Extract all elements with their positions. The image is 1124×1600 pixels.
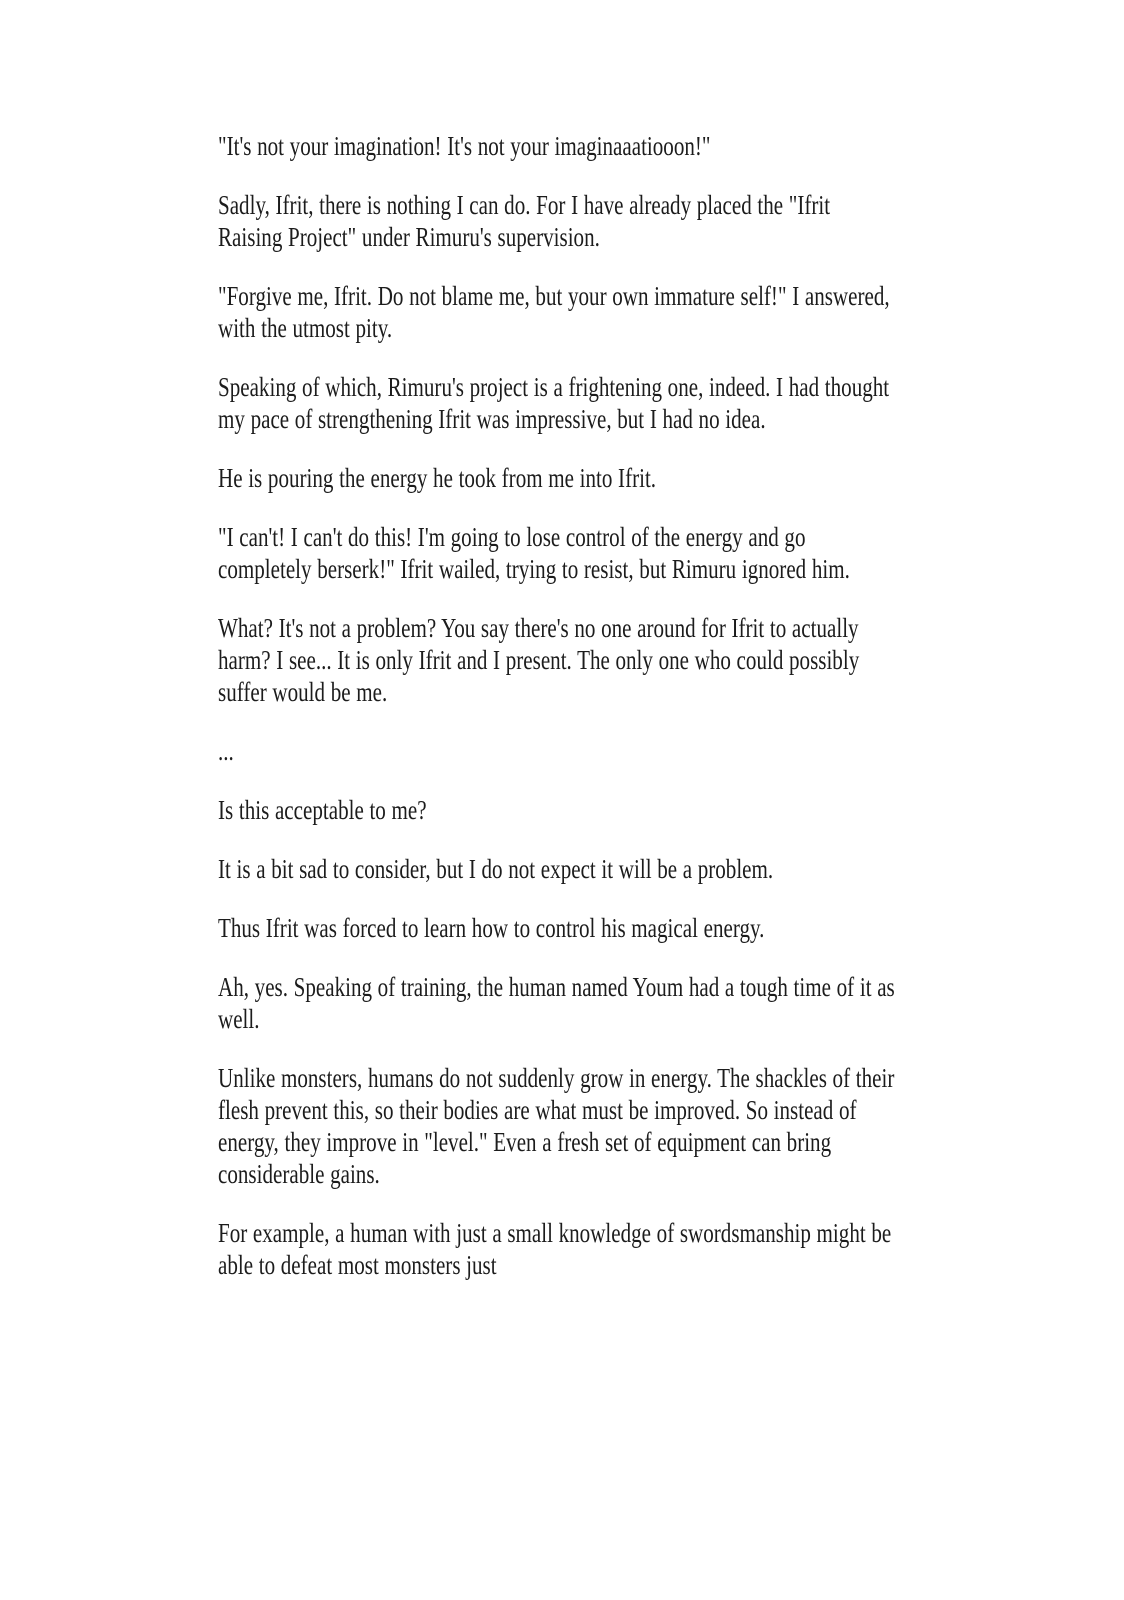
paragraph-9: Is this acceptable to me? (218, 795, 427, 825)
paragraph-ellipsis: ... (218, 736, 234, 766)
paragraph-13: Unlike monsters, humans do not suddenly grow in energy. The shackles of their flesh prevent this, so their bodies are what must be improved. So instead of energy, they improve in "level." Even a fresh set of equipment can bring considerable gains. (218, 1063, 895, 1189)
paragraph-3: "Forgive me, Ifrit. Do not blame me, but your own immature self!" I answered, with the utmost pity. (218, 281, 890, 343)
paragraph-12: Ah, yes. Speaking of training, the human named Youm had a tough time of it as well. (218, 972, 895, 1034)
paragraph-1: "It's not your imagination! It's not your imaginaaatiooon!" (218, 131, 711, 161)
paragraph-4: Speaking of which, Rimuru's project is a frightening one, indeed. I had thought my pace of strengthening Ifrit was impressive, but I had no idea. (218, 372, 890, 434)
paragraph-7: What? It's not a problem? You say there's no one around for Ifrit to actually harm? I see... It is only Ifrit and I present. The only one who could possibly suffer would be me. (218, 613, 860, 707)
paragraph-14: For example, a human with just a small knowledge of swordsmanship might be able to defeat most monsters just (218, 1218, 892, 1280)
paragraph-5: He is pouring the energy he took from me into Ifrit. (218, 463, 657, 493)
paragraph-6: "I can't! I can't do this! I'm going to lose control of the energy and go completely berserk!" Ifrit wailed, trying to resist, but Rimuru ignored him. (218, 522, 850, 584)
paragraph-11: Thus Ifrit was forced to learn how to control his magical energy. (218, 913, 765, 943)
paragraph-2: Sadly, Ifrit, there is nothing I can do. For I have already placed the "Ifrit Raising Project" under Rimuru's supervision. (218, 190, 831, 252)
paragraph-10: It is a bit sad to consider, but I do not expect it will be a problem. (218, 854, 774, 884)
text-column (218, 130, 898, 1308)
